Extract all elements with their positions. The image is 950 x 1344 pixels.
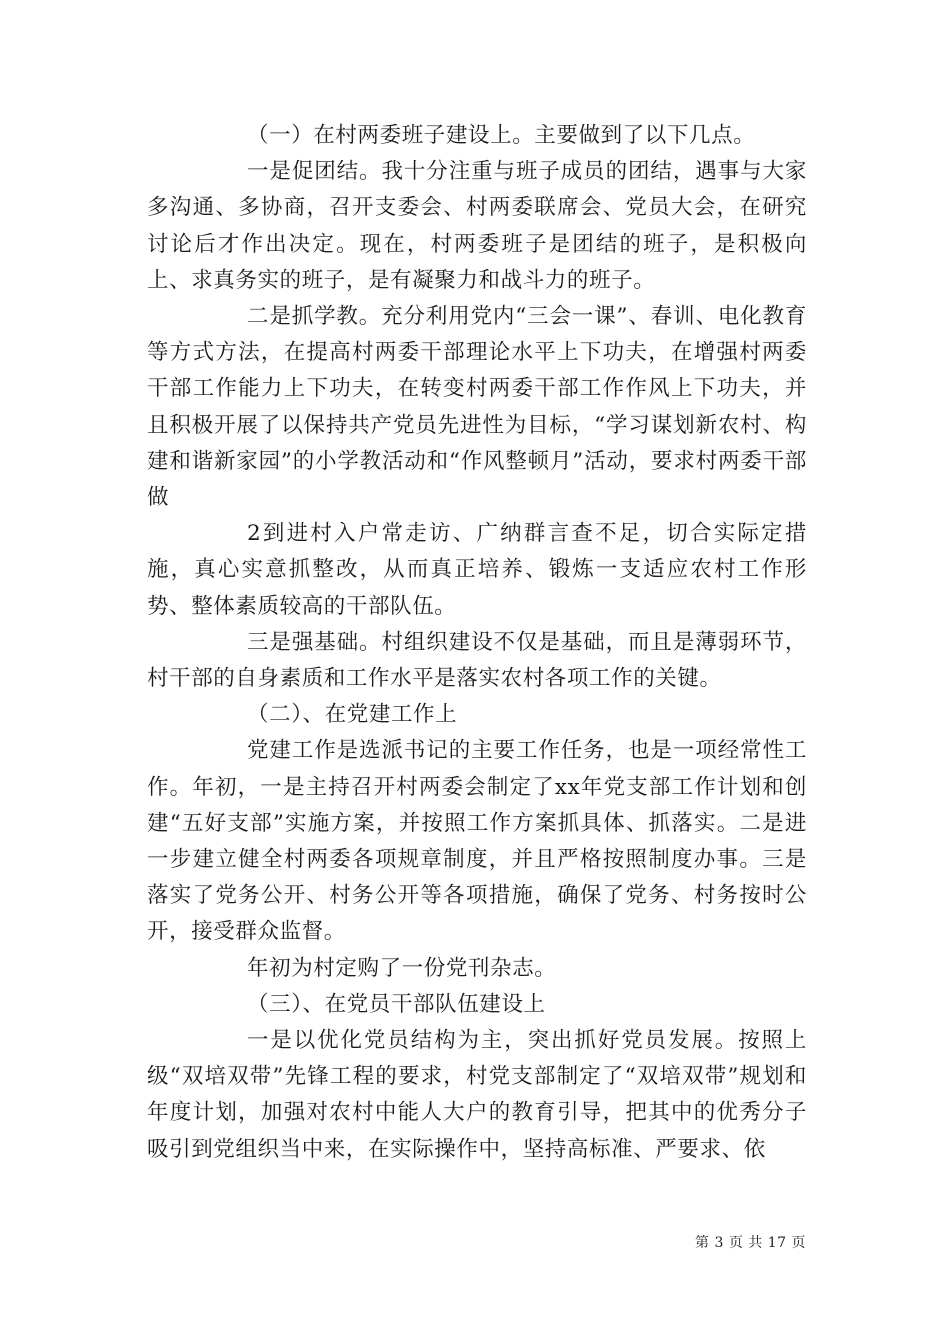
paragraph-member-structure: 一是以优化党员结构为主，突出抓好党员发展。按照上级“双培双带”先锋工程的要求，村党支部制定了“双培双带”规划和年度计划，加强对农村中能人大户的教育引导，把其中的优秀分子吸引到党组织当中来，在实际操作中，坚持高标准、严要求、依 xyxy=(147,1028,807,1162)
paragraph-party-building: 党建工作是选派书记的主要工作任务，也是一项经常性工作。年初，一是主持召开村两委会制定了xx年党支部工作计划和创建“五好支部”实施方案，并按照工作方案抓具体、抓落实。二是进一步建立健全村两委各项规章制度，并且严格按照制度办事。三是落实了党务公开、村务公开等各项措施，确保了党务、村务按时公开，接受群众监督。 xyxy=(147,738,807,945)
section-heading-1: （一）在村两委班子建设上。主要做到了以下几点。 xyxy=(247,123,756,148)
paragraph-visits: 2到进村入户常走访、广纳群言查不足，切合实际定措施，真心实意抓整改，从而真正培养、锻炼一支适应农村工作形势、整体素质较高的干部队伍。 xyxy=(147,521,807,619)
section-heading-3: （三）、在党员干部队伍建设上 xyxy=(247,991,546,1017)
document-body xyxy=(147,118,807,1168)
page-number: 第 3 页 共 17 页 xyxy=(695,1235,806,1251)
paragraph-magazine: 年初为村定购了一份党刊杂志。 xyxy=(247,955,557,981)
section-heading-2: （二）、在党建工作上 xyxy=(247,702,458,728)
paragraph-foundation: 三是强基础。村组织建设不仅是基础，而且是薄弱环节，村干部的自身素质和工作水平是落实农村各项工作的关键。 xyxy=(147,629,807,692)
paragraph-unity: 一是促团结。我十分注重与班子成员的团结，遇事与大家多沟通、多协商，召开支委会、村两委联席会、党员大会，在研究讨论后才作出决定。现在，村两委班子是团结的班子，是积极向上、求真务实的班子，是有凝聚力和战斗力的班子。 xyxy=(147,159,807,293)
paragraph-study: 二是抓学教。充分利用党内“三会一课”、春训、电化教育等方式方法，在提高村两委干部理论水平上下功夫，在增强村两委干部工作能力上下功夫，在转变村两委干部工作作风上下功夫，并且积极开展了以保持共产党员先进性为目标，“学习谋划新农村、构建和谐新家园”的小学教活动和“作风整顿月”活动，要求村两委干部做 xyxy=(147,304,807,511)
